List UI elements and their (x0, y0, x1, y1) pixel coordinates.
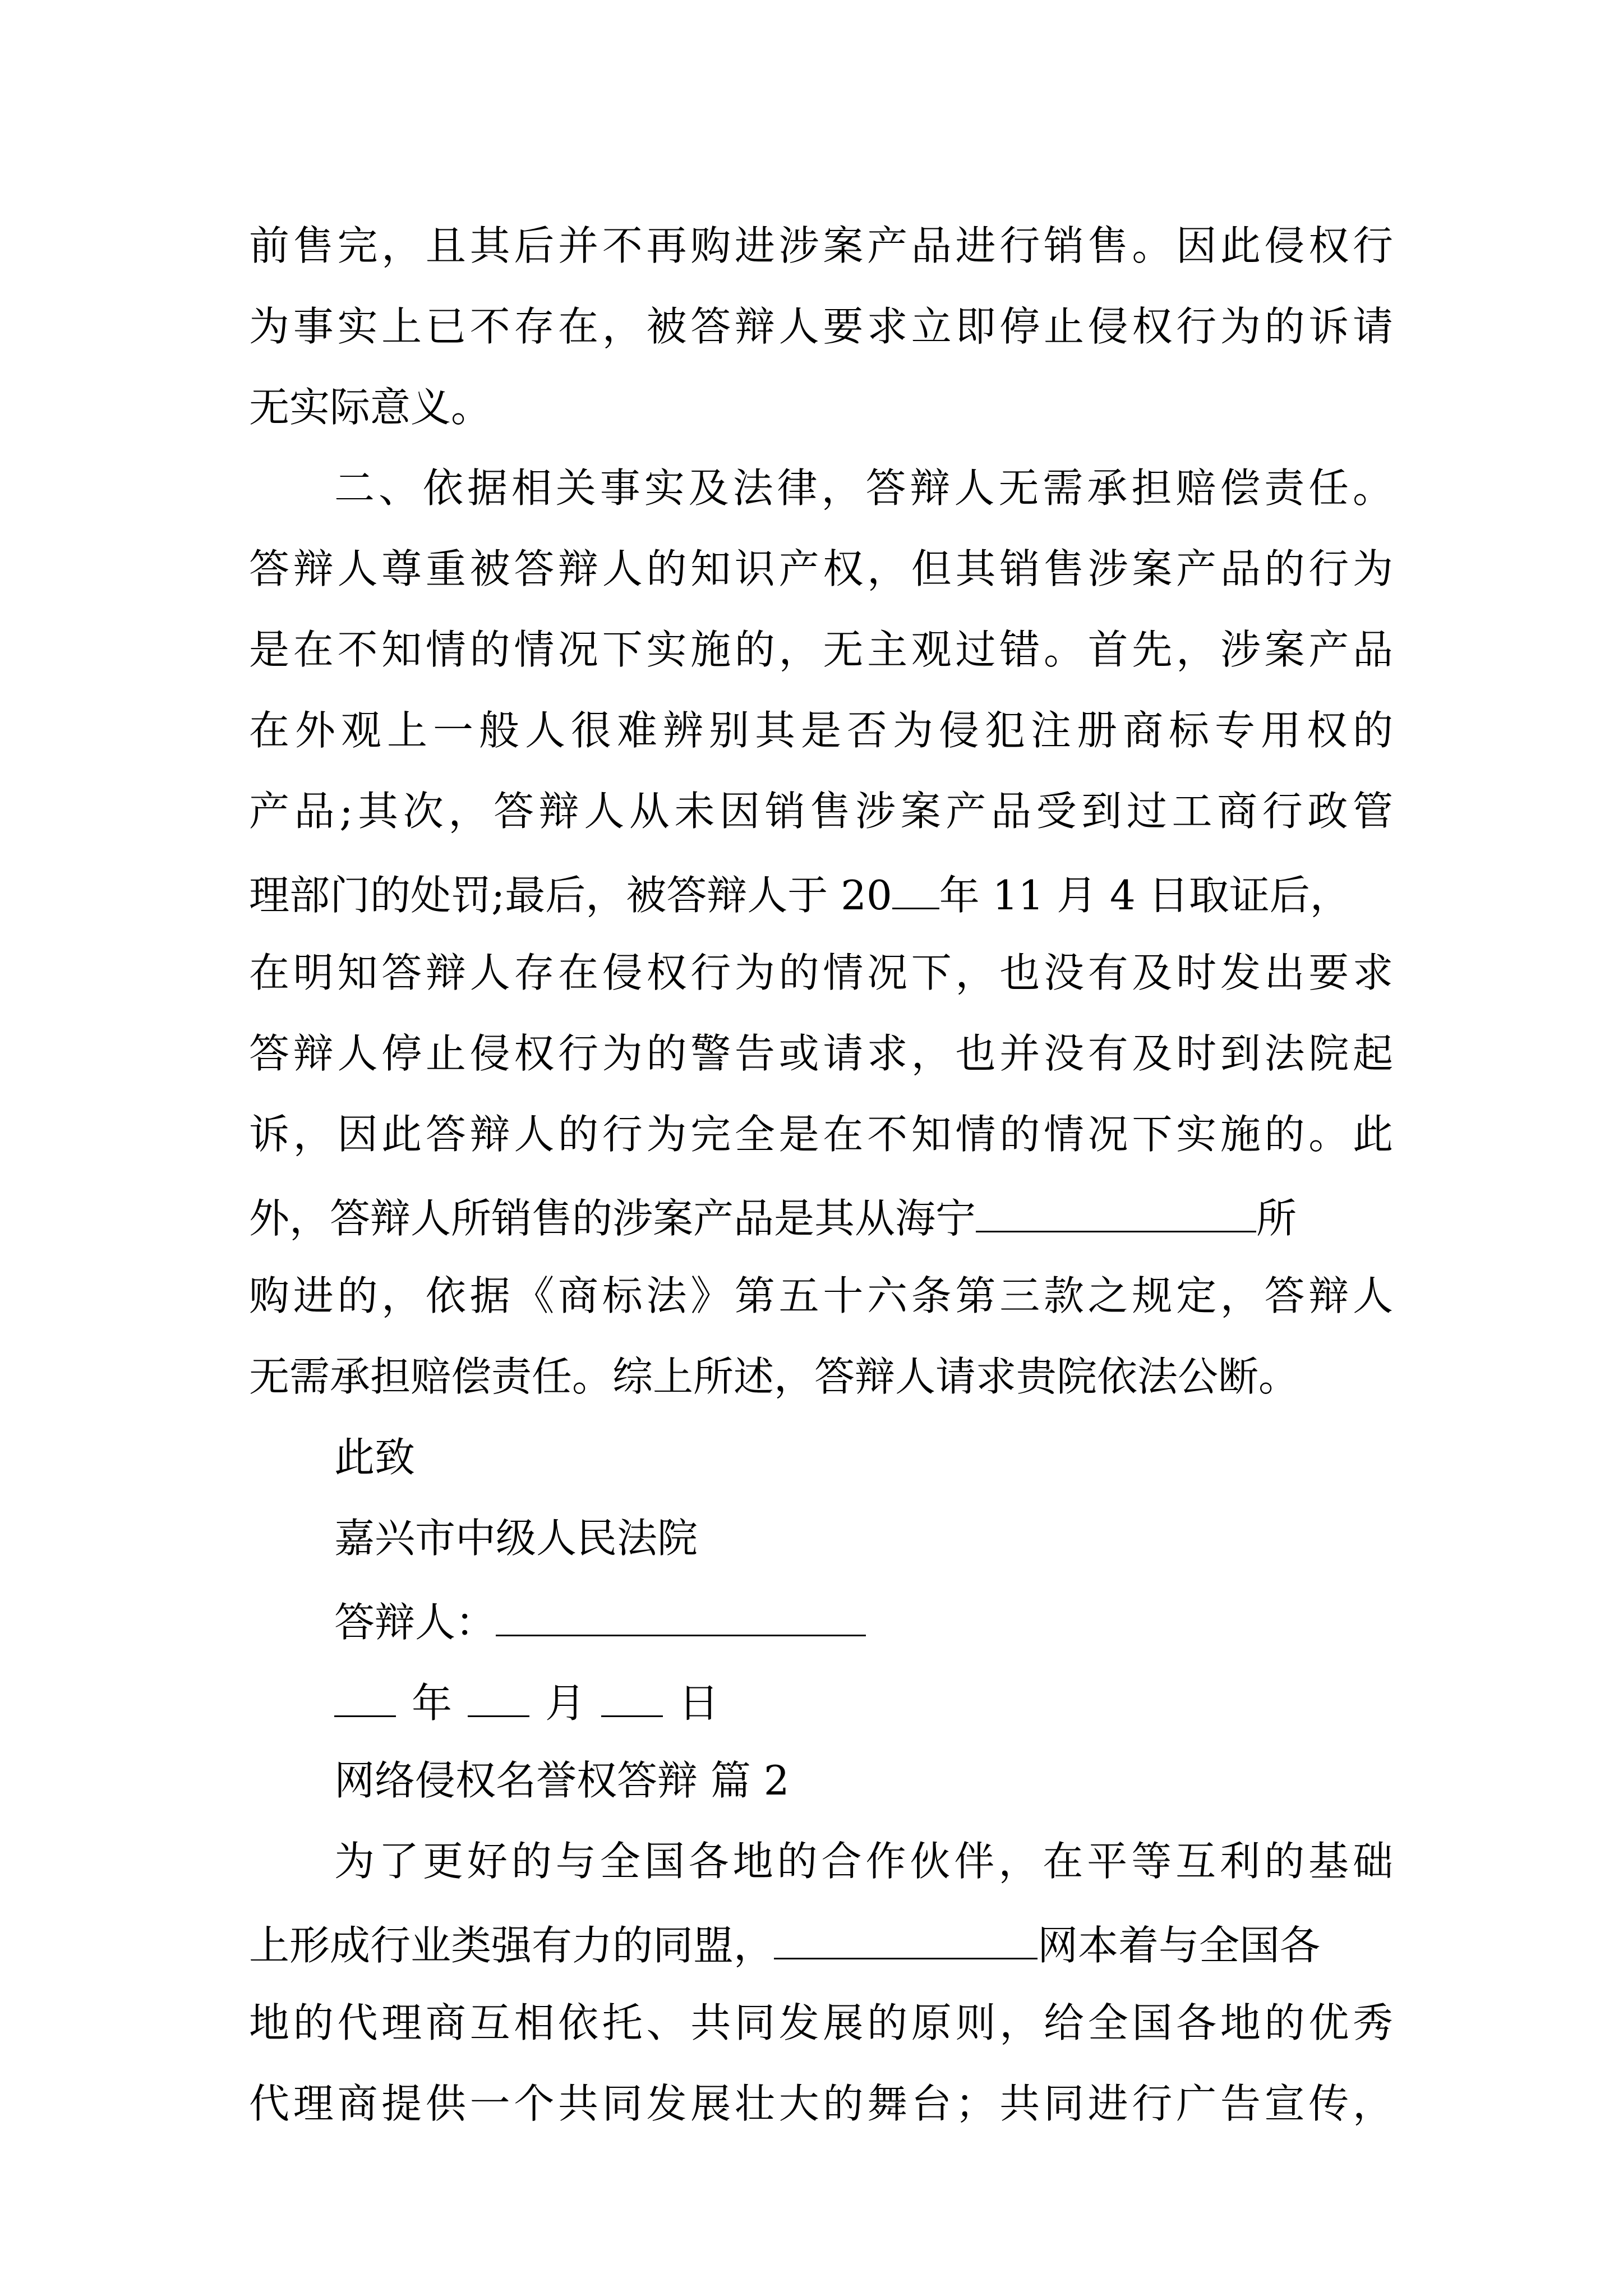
text-segment: 上形成行业类强有力的同盟， (249, 1922, 774, 1969)
fill-in-blank (892, 865, 939, 909)
text-line: 前售完，且其后并不再购进涉案产品进行销售。因此侵权行 (249, 222, 1393, 269)
text-line: 产品;其次，答辩人从未因销售涉案产品受到过工商行政管 (249, 788, 1393, 835)
text-line: 地的代理商互相依托、共同发展的原则，给全国各地的优秀 (249, 1999, 1393, 2046)
text-line: 是在不知情的情况下实施的，无主观过错。首先，涉案产品 (249, 626, 1393, 673)
fill-in-blank (774, 1915, 1038, 1959)
text-line: 无需承担赔偿责任。综上所述，答辩人请求贵院依法公断。 (249, 1353, 1299, 1400)
date-line (249, 1673, 1393, 1754)
text-line: 二、依据相关事实及法律，答辩人无需承担赔偿责任。 (334, 464, 1393, 512)
signature-line (249, 1592, 1393, 1673)
year-blank (334, 1673, 396, 1717)
fill-in-blank (976, 1188, 1256, 1232)
text-segment: 理部门的处罚;最后，被答辩人于 20 (249, 872, 892, 919)
text-line: 答辩人停止侵权行为的警告或请求，也并没有及时到法院起 (249, 1030, 1393, 1077)
salutation: 此致 (334, 1434, 416, 1481)
text-line (249, 865, 1393, 946)
signature-label: 答辩人： (334, 1599, 496, 1646)
text-segment: 网本着与全国各 (1038, 1922, 1321, 1969)
text-line: 诉，因此答辩人的行为完全是在不知情的情况下实施的。此 (249, 1111, 1393, 1158)
text-line: 答辩人尊重被答辩人的知识产权，但其销售涉案产品的行为 (249, 545, 1393, 592)
day-label: 日 (679, 1680, 720, 1727)
section-heading: 网络侵权名誉权答辩 篇 2 (334, 1757, 790, 1804)
court-name: 嘉兴市中级人民法院 (334, 1515, 698, 1562)
text-line: 在外观上一般人很难辨别其是否为侵犯注册商标专用权的 (249, 707, 1393, 754)
document-body (249, 219, 1393, 2157)
text-line: 无实际意义。 (249, 384, 492, 431)
text-segment: 所 (1256, 1195, 1297, 1242)
text-segment: 外，答辩人所销售的涉案产品是其从海宁 (249, 1195, 976, 1242)
day-blank (601, 1673, 663, 1717)
text-line: 在明知答辩人存在侵权行为的情况下，也没有及时发出要求 (249, 949, 1393, 996)
month-label: 月 (545, 1680, 586, 1727)
text-line: 购进的，依据《商标法》第五十六条第三款之规定，答辩人 (249, 1272, 1393, 1319)
text-line: 为了更好的与全国各地的合作伙伴，在平等互利的基础 (334, 1838, 1393, 1885)
month-blank (468, 1673, 529, 1717)
year-label: 年 (412, 1680, 453, 1727)
text-segment: 年 11 月 4 日取证后， (939, 872, 1350, 919)
signature-blank (496, 1592, 866, 1636)
text-line: 为事实上已不存在，被答辩人要求立即停止侵权行为的诉请 (249, 303, 1393, 350)
text-line: 代理商提供一个共同发展壮大的舞台；共同进行广告宣传， (249, 2080, 1393, 2127)
text-line (249, 1915, 1393, 1996)
text-line (249, 1188, 1393, 1269)
